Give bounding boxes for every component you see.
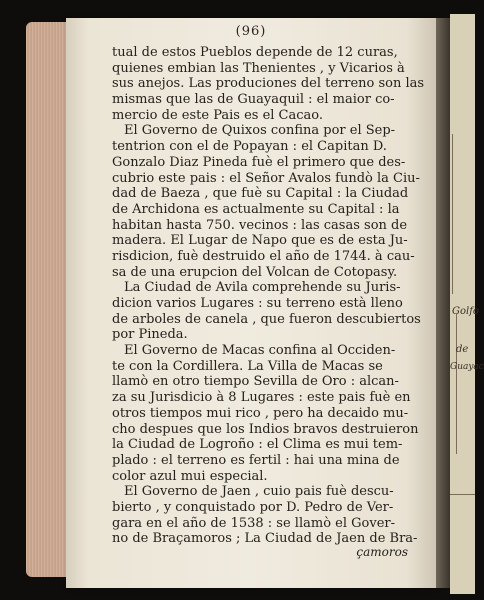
text-line: mercio de este Pais es el Cacao. <box>112 107 324 123</box>
text-line: madera. El Lugar de Napo que es de esta Ju- <box>112 233 408 249</box>
text-line: tentrion con el de Popayan : el Capitan D. <box>112 139 387 155</box>
text-line: habitan hasta 750. vecinos : las casas son de <box>112 217 408 233</box>
text-line: cho despues que los Indios bravos destruieron <box>112 421 419 437</box>
text-line: de arboles de canela , que fueron descubiertos <box>112 311 421 327</box>
text-line: za su Jurisdicio à 8 Lugares : este pais fuè en <box>112 390 411 406</box>
text-line: no de Braçamoros ; La Ciudad de Jaen de Bra- <box>112 531 418 547</box>
text-line: plado : el terreno es fertil : hai una mina de <box>112 452 400 468</box>
text-line: dad de Baeza , que fuè su Capital : la Ciudad <box>112 186 409 202</box>
paragraph-5 <box>112 484 418 547</box>
text-line: otros tiempos mui rico , pero ha decaido mu- <box>112 405 409 421</box>
text-line: cubrio este pais : el Señor Avalos fundò la Ciu- <box>112 170 420 186</box>
text-line: de Archidona es actualmente su Capital : la <box>112 201 400 217</box>
text-line: mismas que las de Guayaquil : el maior co- <box>112 92 395 108</box>
text-line: por Pineda. <box>112 327 188 343</box>
text-line: sus anejos. Las produciones del terreno son las <box>112 76 425 92</box>
text-line: El Governo de Macas confina al Occiden- <box>124 343 396 359</box>
text-line: bierto , y conquistado por D. Pedro de Ver- <box>112 499 394 515</box>
adjacent-map-page <box>450 14 484 594</box>
text-line: llamò en otro tiempo Sevilla de Oro : alcan- <box>112 374 399 390</box>
text-line: la Ciudad de Logroño : el Clima es mui tem- <box>112 437 403 453</box>
map-label: Golfo <box>452 306 479 317</box>
text-line: La Ciudad de Avila comprehende su Juris- <box>124 280 401 296</box>
book-gutter <box>436 18 450 588</box>
map-coastline <box>456 314 457 454</box>
map-coastline <box>452 134 453 294</box>
text-line: sa de una erupcion del Volcan de Cotopasy. <box>112 264 398 280</box>
text-line: dicion varios Lugares : su terreno està lleno <box>112 296 403 311</box>
paragraph-4 <box>112 343 419 484</box>
text-line: tual de estos Pueblos depende de 12 curas, <box>112 45 398 60</box>
page-edges <box>26 22 66 577</box>
map-label: de <box>456 344 469 355</box>
catchword: çamoros <box>356 545 408 559</box>
text-line: risdicion, fuè destruido el año de 1744. à cau- <box>112 248 415 264</box>
paragraph-3 <box>112 280 421 343</box>
text-line: color azul mui especial. <box>112 468 268 484</box>
text-line: Gonzalo Diaz Pineda fuè el primero que des- <box>112 154 406 170</box>
paragraph-2 <box>112 123 420 280</box>
paragraph-1 <box>112 45 425 123</box>
page-text <box>112 45 425 547</box>
text-line: te con la Cordillera. La Villa de Macas se <box>112 358 383 374</box>
book-page <box>66 18 436 588</box>
text-line: quienes embian las Thenientes , y Vicarios à <box>112 60 405 76</box>
map-label: Guayac <box>450 362 484 372</box>
text-line: El Governo de Quixos confina por el Sep- <box>124 123 396 139</box>
text-line: gara en el año de 1538 : se llamò el Gover- <box>112 515 395 531</box>
page-number: (96) <box>235 24 267 39</box>
text-line: El Governo de Jaen , cuio pais fuè descu- <box>124 484 394 500</box>
map-border <box>450 494 475 495</box>
